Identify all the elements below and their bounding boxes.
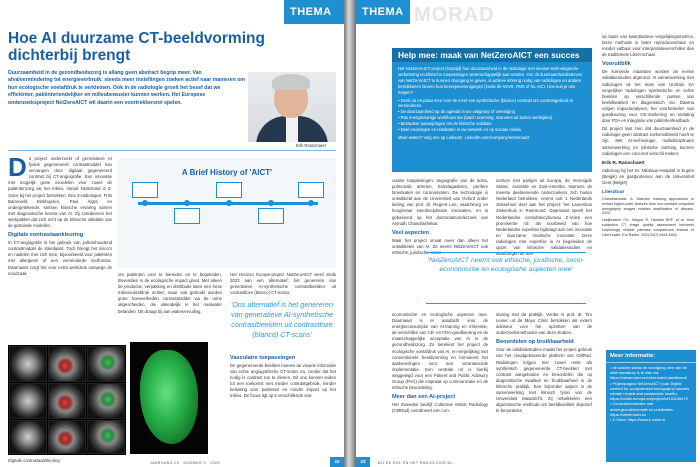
column-b [496, 178, 592, 259]
timeline-dot [226, 200, 232, 206]
column-a-continued [392, 312, 488, 416]
ct-scan-image [48, 346, 86, 382]
info-link[interactable]: • de actuele status en voortgang zien van de data repository is te zien via: https://netzeroaict.eu/netzeroaict-dashboard/ [610, 365, 692, 381]
list-item: • Deel ervaringen en resultaten in uw netwerk en op sociale media [398, 127, 586, 133]
subheading: Veel aspecten [392, 229, 430, 236]
timeline-dot [268, 200, 274, 206]
subheading: Vooruitblik [602, 61, 631, 68]
timeline-box [174, 208, 200, 224]
references-title: Literatuur [602, 189, 625, 195]
body-text: om patiënten voor te bereiden en te begeleiden. Bovendien is de ecologische impact groot. Met alleen de productie, verpakking en distributie laten een forse milieuvoetafdruk achter, maar ook gebruikt worden grote hoeveelheden contrastmiddel via de urine uitgescheiden, die uiteindelijk in het rioolwater belanden. Dit draagt bij aan watervervuiling. [118, 272, 222, 314]
ct-scan-image [87, 420, 125, 454]
timeline-dot [308, 200, 314, 206]
author-portrait [248, 72, 336, 142]
info-link[interactable]: • Projectpagina NetZeroAICT (call: Digital content for computerised tomography towards climate neutral and sustainable health): https://cordis.europa.eu/project/id/101136479 [610, 381, 692, 402]
page-footer: JAARGANG 29 · NUMMER 3 · 2025 [150, 461, 220, 465]
body-text: culaire toepassingen: angiografie van de aorta, pulmonale arterien, halsslagaderen, perifere bloedvaten en coronairvaten. De technologie is ontwikkeld aan de Universiteit van Oxford onder leiding van prof. dr. Regent Lee, vaatchirurg en hoogleraar interdisciplinaire innovaties, en is gebaseerd op het doctoraatsonderzoek van Anirudh Chandrashekar. [392, 178, 488, 226]
ct-scan-image [87, 346, 125, 382]
box-text: Het NetZeroAICT-project (looptijd) hun duurzaamheid in de radiologie met nieuwe technologische verbetering en klinische toepassingen wetenschappelijk aan worden. Om dit duurzaamheidsstreven van NetZeroAICT te kunnen doorgang te geven, is actieve inbreng nodig van radiologen en andere betrokkenen binnen hun beroepsverenigingen (zoals de NVvR, FMS of NL AIC). Hoe kun je ons helpen? [398, 66, 583, 95]
timeline-box [132, 182, 158, 198]
ct-scan-image [48, 383, 86, 419]
list-item: • Pas energiezuinige workflows toe (batch scanning, scanners uit buiten werktijden) [398, 115, 586, 121]
timeline-box [258, 208, 284, 224]
column-3-continued [230, 352, 336, 402]
column-3 [230, 272, 336, 298]
box-list [398, 98, 586, 133]
history-figure [118, 158, 336, 268]
body-text: sortium met partijen uit Europa, de Verenigde Staten, Australië en Zuid-Amerika. Namens de meeste deelnemende onderzoekers zich buiten Nederland betrokken, neemt ook 1 Nederlands ziekenhuis deel aan het project: het Laurentius Ziekenhuis in Roermond. Daarnaast speelt het Nederlandse consultancybureau Z-Voice een prominente rol: als voorbeeld van hoe Nederlandse expertise bijdraagt aan een innovatie en duurzame medische innovatie. Deze radiologen met expertise in AI begeleiden de opzet van klinische validatiestudies en waarborgen de aan- [496, 178, 592, 257]
column-a [392, 178, 488, 258]
pull-quote: 'Ons alternatief is het genereren van generatieve AI-synthetische contrastbeelden uit contrastloze (blanco) CT-scans' [230, 300, 334, 339]
book-gutter [344, 0, 356, 467]
divider [8, 150, 336, 151]
body-text: In CT-angiografie is het gebruik van jodiumhoudend contrastmiddel de standaard. Toch brengt het risico's en nadelen met zich mee, bijvoorbeeld voor patiënten met allergieën of een verminderde nierfunctie. Daarnaast zorgt het voor extra werkdruk vanwege de noodzaak [8, 240, 112, 276]
column-c [602, 34, 694, 239]
article-lead: Duurzaamheid in de gezondheidszorg is allang geen abstract begrip meer. Van afvalvermindering tot energieverbruik: steeds meer instellingen zoeken actief naar manieren om hun ecologische voetafdruk te verkleinen. Ook in de radiologie groeit het besef dat we efficiënter, patiëntvriendelijker en milieubewuster kunnen werken. Het Europese onderzoeksproject NetZeroAICT wil daarin een voortrekkersrol spelen. [8, 70, 245, 106]
ct-image-grid [8, 345, 126, 455]
body-text: Maar het project omvat meer dan alleen het ontwikkelen van AI. Ze neemt NetZeroAICT ook ethische, juridische, socio- [392, 237, 488, 255]
ct-scan-image [9, 346, 47, 382]
subheading: Meer dan een AI-project [392, 394, 456, 401]
left-page [0, 0, 344, 467]
column-2 [118, 272, 222, 317]
body-text: it project onderzoekt of generatieve AI fysiek gegenereerd contrastmiddel kan vervangen door digitaal gegenereerd contrast bij CT-angiografie. Een innovatie met mogelijk grote voordelen voor zowel de patiëntenzorg als het milieu. Vanuit Nederland is Z-Voice bij het project betrokken. Drie Z-radiologen, Frits Barneveld Binkhuysen, Paul Algra en ondergetekende, toetsen klinische ervaring samen met diagnostische kennis van AI. Zij coördineren het werkpakket dat zich richt op de klinische validatie van de getrainde modellen. [8, 156, 112, 229]
right-page [356, 0, 700, 467]
timeline-box [298, 182, 324, 198]
ct-scan-image [9, 420, 47, 454]
list-item: • Denk na en praat mee over de inzet van synthetische (blanco) contrast om contrastgebruik te verminderen [398, 98, 586, 110]
portrait-caption: Erik Ranschaert [296, 143, 326, 148]
list-item: • Bestudeer aanwijzingen om de klinische validatie [398, 121, 586, 127]
section-tag: THEMA AI [356, 0, 410, 24]
info-title: Meer informatie: [606, 350, 696, 363]
timeline-dot [184, 200, 190, 206]
body-text: op basis van kwantitatieve vergelijkingsmetrics. Deze methode is beter reproduceerbaar en minder vatbaar voor interpretatieverschillen dan de traditionele Likert-schaal. [602, 34, 694, 58]
page-number: 22 [330, 457, 344, 467]
more-info-box [606, 350, 696, 462]
body-text: Voor de validatiestudies maakt het project gebruik van het cloudgebaseerde platform van CMRad. Radiologen krijgen hier zowel reële als synthetisch gegenereerde CT-beelden met contrast aangeboden en beoordelen die op diagnostische kwaliteit en bruikbaarheid in de klinische praktijk. Een bijzonder aspect is de samenwerking met klinisch fysici van de Universiteit Maastricht. Zij ontwikkelen een algoritmische methode om beeldkwaliteit objectief te beoordelen [496, 347, 592, 414]
subheading: Vasculaire toepassingen [230, 355, 296, 361]
ghost-logo-text: MORAD [414, 4, 495, 26]
info-link[interactable]: • Z-Voice: https://www.z-voice.nl [610, 417, 692, 422]
ct-scan-image [48, 420, 86, 454]
subheading: Beoordelen op bruikbaarheid [496, 339, 574, 346]
article-title: Hoe AI duurzame CT-beeldvorming dichterbij brengt [8, 30, 265, 64]
reference-item: Chandrashekar, A. Machine learning approaches to extract higher-order features from non-contrast computed tomography images enables stratification of disease, 2023. [602, 196, 694, 216]
box-contact: Meer weten? Volg ons op LinkedIn: LinkedIn.com/company/netzeroaict [398, 134, 530, 140]
author-bio: radioloog bij het St. Nikolaus-Hospital in Eupen (België) en gastprofessor aan de Universiteit Gent (België) [602, 167, 694, 185]
body-text: Het Zweedse bedrijf Collective Minds Radiology (CMRad) coördineert een con- [392, 402, 488, 414]
reference-item: Hadjinadem CH, Hargon R, Haradia BHF, et al. How subjective CT image quality assessment becomes surprisingly reliable pairwise comparisons instead of Likert scale. Eur Radiol. 2024;34(7):4494-4503. [602, 218, 694, 237]
page-number: 23 [356, 457, 370, 467]
body-text: De gegenereerde beelden hoeven de visuele informatie van echte angiografische CT-scans na, zonder dat het nodig is contrast toe te dienen. Dit ons kunnen leiden tot een toekomst met minder contrastgebruik, minder belasting voor patiënten en minder impact op het milieu. De focus ligt op 5 verschillende vas- [230, 363, 336, 399]
body-text: De komende maanden worden de eerste validatiestudies afgerond. In samenwerking met radiologen uit het team van UniSalo SA vergelijken radiologen synthetische en echte beelden op verschillende punten van beeldkwaliteit en diagnostisch nut. Daarna volgen impactanalyses, het voorbereiden van goedkeuring voor CE-markering en toelating door FDA en integratie van patiëntenfeedback. [602, 69, 694, 124]
author-name: Erik R. Ranschaert [602, 160, 645, 166]
body-text: Dit project laat zien dat duurzaamheid in de radiologie geen abstract toekomstbeeld hoeft te zijn. Met AI-technologie, multidisciplinaire samenwerking en klinische toetsing kunnen radiologen een concreet verschil maken. [602, 126, 694, 156]
list-item: • De duurzaamheid op de agenda in uw vakgroep of vereniging [398, 109, 586, 115]
box-title: Help mee: maak van NetZeroAICT een succes [392, 48, 592, 62]
help-box [392, 48, 592, 172]
figure-title: A Brief History of 'AICT' [181, 168, 273, 177]
column-1 [8, 152, 112, 279]
ct-scan-image [9, 383, 47, 419]
box-body [398, 66, 586, 141]
timeline-dot [142, 200, 148, 206]
info-link[interactable]: • Consortiumwebsite met achtergrondinformatie en publicaties: https://netzeroaict.eu [610, 401, 692, 417]
ct-caption: Digitale contrastaankleuring [8, 458, 60, 463]
section-tag: THEMA AI [284, 0, 344, 24]
dropcap: D [8, 152, 27, 182]
body-text: sluiting met de praktijk. Verder is prof. dr. Tim Leiner uit de Mayo Clinic betrokken als extern adviseur voor het opzetten van de onderzoeksmethoden van deze studies. [496, 312, 592, 336]
ct-scan-image [87, 383, 125, 419]
info-list [606, 363, 696, 424]
pull-quote: 'NetZeroAICT neemt ook ethische, juridische, socio-economische en ecologische aspecten mee' [427, 257, 585, 274]
body-text: economische en ecologische aspecten mee. Daarnaast is er aandacht voor de energieconsumptie van AI-training en inferentie, de verschillen van CE- en FDA-goedkeuring en de maatschappelijke acceptatie van AI in de gezondheidszorg. Zo berekent het project de ecologische voetafdruk van AI, en vergelijking met conventionele beeldvorming en formuleert het aanbevelingen voor een verantwoorde implementatie. Een centrale rol is hierbij weggelegd voor een Patient and Public Advisory Group (PAG) die inspraak op communicatie en de ethische beoordeling. [392, 312, 488, 391]
subheading: Digitale contrastaankleuring [8, 232, 84, 239]
timeline-box [216, 182, 242, 198]
body-text: Het Horizon Europe-project NetZeroAICT werd sinds 2023 aan een alternatief: het genereren van generatieve AI-synthetische contrastbeelden uit contrastloze (blanco) CT-scans. [230, 272, 336, 296]
page-footer: BIJ DE ROL ÉN HET RADIOLOGIE.NL [378, 461, 453, 465]
ct-3d-rendering [130, 342, 208, 454]
column-b-continued [496, 312, 592, 416]
